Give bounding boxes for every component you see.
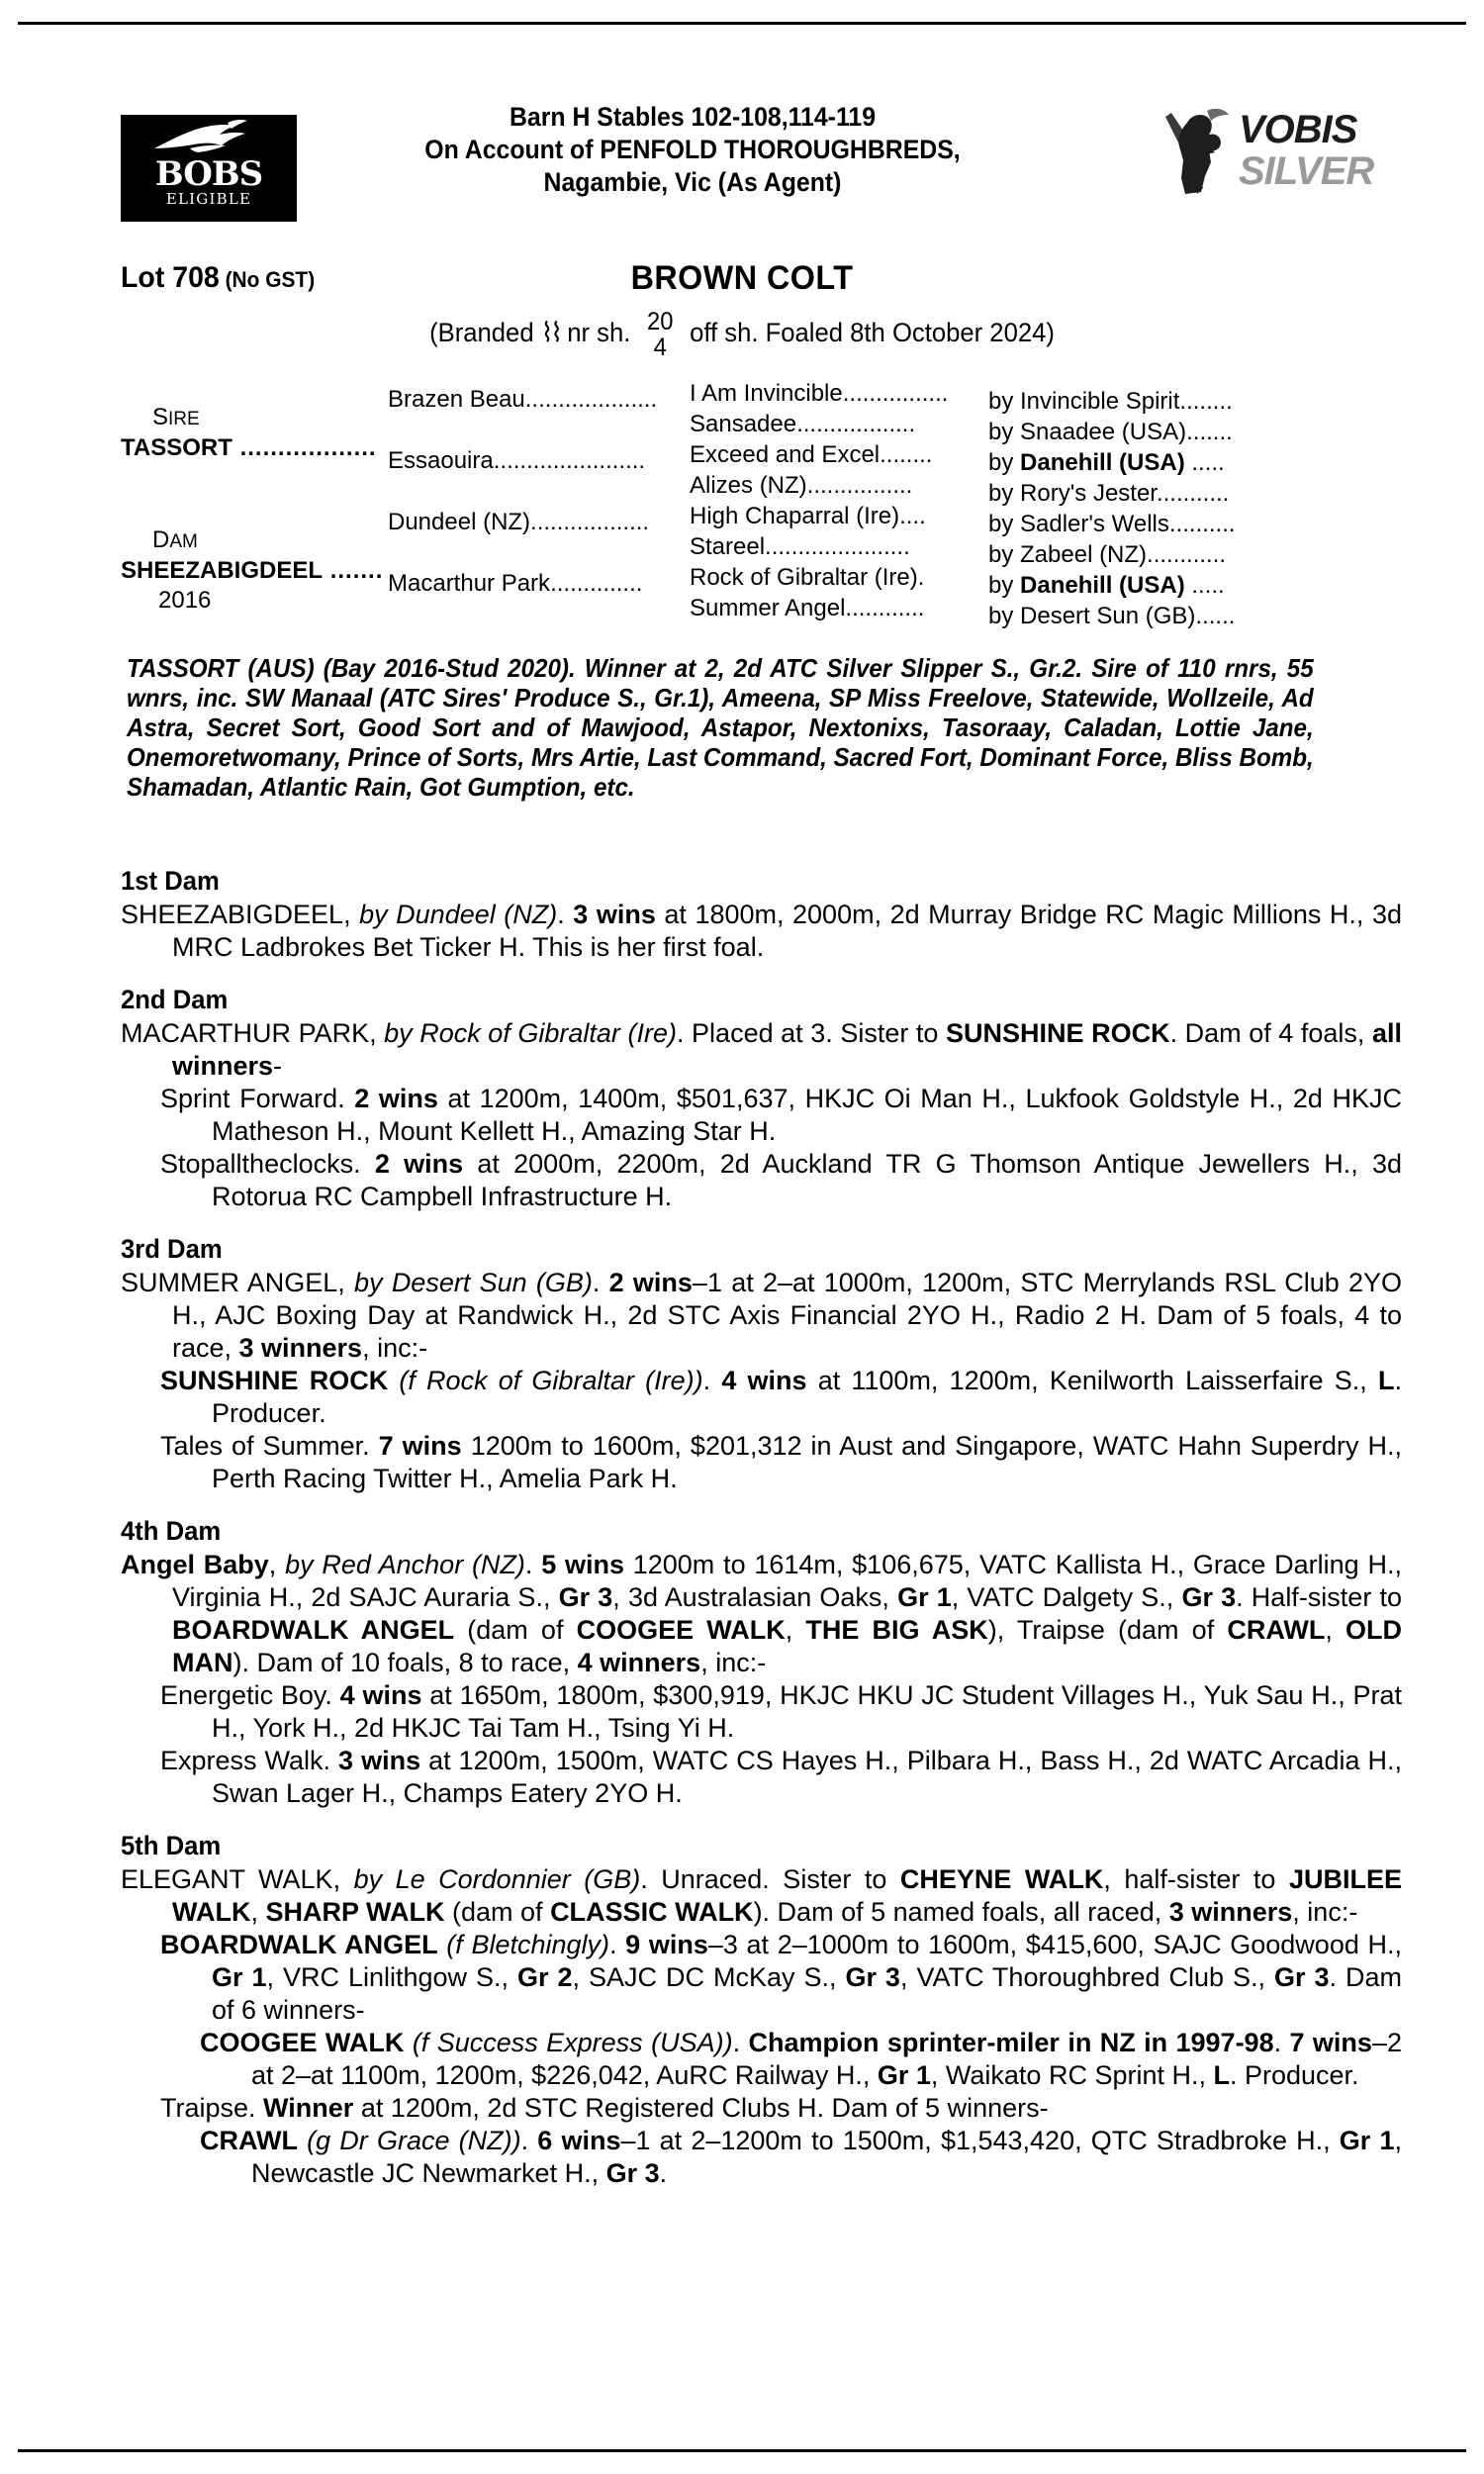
page-header [0,87,1484,245]
text-run: (dam of [444,1897,551,1927]
pedigree-gen3-column [690,378,1397,630]
emphasis-italic: by Red Anchor (NZ) [285,1550,525,1579]
jockey-horse-icon [1158,103,1235,198]
text-run [438,1930,447,1959]
dam-entry [121,2027,1402,2092]
text-run: . Unraced. Sister to [640,1864,900,1894]
dam-name [121,556,388,586]
text-run: ). Dam of 10 foals, 8 to race, [232,1648,578,1677]
emphasis-bold: CRAWL [1227,1615,1326,1645]
text-run: , inc:- [700,1648,767,1677]
text-run: , VRC Linlithgow S., [266,1962,518,1992]
emphasis-bold: 2 wins [354,1084,438,1113]
bobs-eligible-logo [121,115,297,222]
dam-entry [121,1365,1402,1430]
vobis-silver-logo [1158,101,1425,200]
dam-heading: 1st Dam [121,866,220,896]
brand-denominator: 4 [653,333,667,361]
emphasis-bold: JUBILEE WALK [172,1864,1402,1927]
emphasis-bold: BOARDWALK ANGEL [160,1930,438,1959]
gen2-dots: .................. [530,509,650,535]
emphasis-bold: SUNSHINE ROCK [160,1366,389,1395]
text-run: , Newcastle JC Newmarket H., [251,2126,1402,2188]
text-run: , inc:- [1292,1897,1358,1927]
pedigree-gen2-3 [388,509,649,536]
emphasis-bold: 2 wins [374,1149,464,1179]
lot-line [0,259,1484,303]
emphasis-italic: (f Rock of Gibraltar (Ire)) [399,1366,703,1395]
dam-label: DAM [152,526,198,553]
sire-block [121,404,388,463]
dam-entry [121,1549,1402,1679]
gen3-sireline: by Sadler's Wells.......... [988,511,1236,537]
text-run: at 2000m, 2200m, 2d Auckland TR G Thomson Antique Jewellers H., 3d Rotorua RC Campbell Infrastructure H. [212,1149,1403,1211]
text-run: at 1100m, 1200m, Kenilworth Laisserfaire S., [806,1366,1378,1395]
gen2-dots: .............. [550,570,643,597]
emphasis-bold: 3 wins [573,900,656,929]
text-run: , 3d Australasian Oaks, [612,1582,898,1612]
emphasis-bold: L [1213,2060,1230,2090]
vobis-wordmark [1239,109,1373,192]
sire-name-text: TASSORT [121,434,232,461]
pedigree-gen2-1 [388,386,657,414]
gen2-name: Essaouira [388,447,494,474]
text-run: –1 at 2–1200m to 1500m, $1,543,420, QTC Stradbroke H., [620,2126,1340,2155]
text-run: . [592,1268,609,1297]
text-run: at 1200m, 2d STC Registered Clubs H. Dam of 5 winners- [353,2093,1049,2123]
gen3-name: Sansadee.................. [690,411,916,437]
dam-year: 2016 [158,587,212,614]
emphasis-bold: Gr 1 [1339,2126,1395,2155]
dam-dots: ....... [329,557,384,584]
dam-entry [121,1679,1402,1745]
text-run: –1 at 2–at 1000m, 1200m, STC Merrylands RSL Club 2YO H., AJC Boxing Day at Randwick H., 2d STC Axis Financial 2YO H., Radio 2 H. Dam of 5 foals, 4 to race, [172,1268,1403,1363]
vendor-line-1: Barn H Stables 102-108,114-119 [509,102,877,132]
text-run: , [785,1615,806,1645]
text-run [388,1366,399,1395]
lot-number: Lot 708 [121,261,220,294]
emphasis-bold: Gr 3 [605,2158,660,2188]
emphasis-bold: 4 wins [339,1680,422,1710]
dam-heading: 3rd Dam [121,1234,223,1264]
text-run: . [659,2158,668,2188]
vobis-word-top: VOBIS [1239,108,1357,151]
pedigree-gen3-8 [690,593,1397,631]
text-run: . Producer. [1229,2060,1359,2090]
emphasis-bold: CRAWL [200,2126,298,2155]
gen2-name: Dundeel (NZ) [388,509,531,535]
pedigree-gen2-column [388,378,685,630]
emphasis-bold: 3 wins [338,1746,421,1775]
text-run: , VATC Dalgety S., [951,1582,1182,1612]
text-run: (dam of [454,1615,577,1645]
emphasis-bold: Gr 3 [1274,1962,1330,1992]
emphasis-bold: 4 wins [721,1366,807,1395]
dam-entry [121,1148,1402,1213]
emphasis-bold: Champion sprinter-miler in NZ in 1997-98 [748,2028,1274,2057]
brand-line [38,309,1447,360]
text-run: . Half-sister to [1236,1582,1402,1612]
text-run: at 1800m, 2000m, 2d Murray Bridge RC Magic Millions H., 3d MRC Ladbrokes Bet Ticker H. This is her first foal. [172,900,1402,962]
gen2-name: Brazen Beau [388,386,525,413]
emphasis-bold: Angel Baby [121,1550,269,1579]
text-run: 1200m to 1600m, $201,312 in Aust and Singapore, WATC Hahn Superdry H., Perth Racing Twitter H., Amelia Park H. [212,1431,1402,1493]
text-run: . [524,1550,542,1579]
text-run: Energetic Boy. [160,1680,340,1710]
emphasis-bold: L [1378,1366,1395,1395]
pedigree-gen1-column [121,378,388,630]
gen3-name: Rock of Gibraltar (Ire). [690,564,925,591]
emphasis-italic: by Le Cordonnier (GB) [353,1864,641,1894]
brand-mark-icon: ⌇⌇ [540,318,561,349]
pedigree-gen2-4 [388,570,642,598]
gen3-sireline: by Desert Sun (GB)...... [988,603,1236,629]
gen3-sireline: by Zabeel (NZ)............ [988,541,1227,568]
dam-entry [121,1863,1402,1929]
sire-label: SIRE [152,404,200,430]
pedigree-narrative [121,863,1402,2190]
text-run: Tales of Summer. [160,1431,379,1461]
bottom-rule [18,2449,1466,2452]
text-run: . [609,1930,626,1959]
emphasis-bold: BOARDWALK ANGEL [172,1615,455,1645]
gen3-name: I Am Invincible................ [690,380,949,407]
dam-entry [121,1745,1402,1810]
text-run: , VATC Thoroughbred Club S., [899,1962,1275,1992]
text-run: –2 at 2–at 1100m, 1200m, $226,042, AuRC Railway H., [251,2028,1402,2090]
text-run: at 1200m, 1500m, WATC CS Hayes H., Pilbara H., Bass H., 2d WATC Arcadia H., Swan Lager H., Champs Eatery 2YO H. [212,1746,1402,1808]
dam-entry [121,2125,1402,2190]
emphasis-bold: 9 wins [625,1930,708,1959]
gen3-sireline: by Rory's Jester........... [988,480,1230,507]
emphasis-bold: 3 winners [238,1333,363,1363]
bobs-wordmark: BOBS [154,154,263,194]
brand-fraction [647,310,673,361]
vendor-line-3: Nagambie, Vic (As Agent) [543,167,842,197]
dam-heading: 4th Dam [121,1516,222,1546]
emphasis-bold: 4 winners [577,1648,701,1677]
emphasis-bold: THE BIG ASK [805,1615,988,1645]
brand-near-shoulder: nr sh. [567,318,631,348]
text-run: , [250,1897,266,1927]
emphasis-bold: OLD MAN [172,1615,1402,1677]
brand-numerator: 20 [647,308,674,335]
gen3-name: Alizes (NZ)................ [690,472,913,499]
pedigree-table [121,378,1397,630]
emphasis-bold: 6 wins [537,2126,621,2155]
text-run: at 1200m, 1400m, $501,637, HKJC Oi Man H., Lukfook Goldstyle H., 2d HKJC Matheson H., Mount Kellett H., Amazing Star H. [212,1084,1403,1146]
dam-entry [121,1929,1402,2027]
gen3-name: High Chaparral (Ire).... [690,503,926,529]
text-run: . Placed at 3. Sister to [676,1018,946,1048]
gen2-dots: .................... [524,386,658,413]
text-run: ). Dam of 5 named foals, all raced, [753,1897,1169,1927]
emphasis-italic: (g Dr Grace (NZ)) [307,2126,521,2155]
emphasis-bold: COOGEE WALK [200,2028,405,2057]
text-run: . [520,2126,538,2155]
emphasis-bold: 5 wins [541,1550,624,1579]
gen3-name: Summer Angel............ [690,595,925,621]
dam-entry [121,2092,1402,2125]
text-run [298,2126,307,2155]
emphasis-bold: 2 wins [608,1268,693,1297]
text-run: . Dam of 6 winners- [212,1962,1403,2025]
horse-head-icon [144,119,273,158]
bobs-eligible-subtext: ELIGIBLE [165,190,252,208]
text-run: , [268,1550,286,1579]
text-run: MACARTHUR PARK, [121,1018,385,1048]
vendor-info [328,101,1057,199]
brand-suffix: off sh. Foaled 8th October 2024) [690,318,1055,348]
emphasis-bold: Gr 2 [517,1962,573,1992]
text-run [404,2028,412,2057]
emphasis-italic: (f Success Express (USA)) [412,2028,733,2057]
emphasis-bold: 7 wins [1289,2028,1372,2057]
emphasis-bold: CHEYNE WALK [899,1864,1104,1894]
gen2-name: Macarthur Park [388,570,551,597]
emphasis-bold: Gr 1 [877,2060,931,2090]
gen3-sireline: by Danehill (USA) ..... [988,449,1225,476]
dam-name-text: SHEEZABIGDEEL [121,557,324,584]
sire-name [121,433,388,463]
text-run: 1200m to 1614m, $106,675, VATC Kallista H., Grace Darling H., Virginia H., 2d SAJC Auraria S., [172,1550,1402,1612]
text-run: , half-sister to [1103,1864,1289,1894]
emphasis-italic: by Rock of Gibraltar (Ire) [384,1018,677,1048]
emphasis-bold: COOGEE WALK [576,1615,786,1645]
gen2-dots: ....................... [493,447,646,474]
dam-entry [121,1083,1402,1148]
dam-block [121,526,388,616]
text-run: . [732,2028,749,2057]
gst-note: (No GST) [225,267,316,292]
emphasis-bold: Gr 1 [212,1962,267,1992]
gen3-sireline: by Snaadee (USA)....... [988,419,1233,445]
text-run: –3 at 2–1000m to 1600m, $415,600, SAJC Goodwood H., [707,1930,1402,1959]
gen3-name: Stareel...................... [690,533,910,560]
dam-entry [121,1267,1402,1365]
emphasis-bold: SUNSHINE ROCK [945,1018,1170,1048]
text-run: SUMMER ANGEL, [121,1268,355,1297]
gen3-sireline: by Invincible Spirit........ [988,388,1233,415]
vendor-line-2: On Account of PENFOLD THOROUGHBREDS, [424,135,961,164]
text-run: - [273,1051,283,1081]
dam-heading: 2nd Dam [121,985,229,1014]
text-run: Express Walk. [160,1746,339,1775]
pedigree-gen2-2 [388,447,645,475]
emphasis-bold: Gr 3 [1181,1582,1237,1612]
text-run: ), Traipse (dam of [987,1615,1228,1645]
emphasis-bold: Gr 1 [897,1582,952,1612]
vobis-word-bottom: SILVER [1239,149,1374,193]
emphasis-italic: by Dundeel (NZ) [359,900,558,929]
text-run: , [1325,1615,1345,1645]
sire-description: TASSORT (AUS) (Bay 2016-Stud 2020). Winner at 2, 2d ATC Silver Slipper S., Gr.2. Sire of 110 rnrs, 55 wnrs, inc. SW Manaal (ATC Sires' Produce S., Gr.1), Ameena, SP Miss Freelove, Statewide, Wollzeile, Ad Astra, Secret Sort, Good Sort and of Mawjood, Astapor, Nextonixs, Tasoraay, Caladan, Lottie Jane, Onemoretwomany, Prince of Sorts, Mrs Artie, Last Command, Sacred Fort, Dominant Force, Bliss Bomb, Shamadan, Atlantic Rain, Got Gumption, etc. [127,653,1314,802]
brand-prefix: (Branded [429,318,534,348]
emphasis-bold: 3 winners [1168,1897,1293,1927]
dam-entry [121,899,1402,964]
text-run: . [557,900,574,929]
gen3-sireline: by Danehill (USA) ..... [988,572,1225,599]
gen3-name: Exceed and Excel........ [690,441,933,468]
dam-heading: 5th Dam [121,1831,222,1860]
emphasis-bold: CLASSIC WALK [550,1897,754,1927]
text-run: , SAJC DC McKay S., [572,1962,846,1992]
text-run: Traipse. [160,2093,264,2123]
text-run: SHEEZABIGDEEL, [121,900,360,929]
text-run: , Waikato RC Sprint H., [930,2060,1214,2090]
text-run: . Producer. [212,1366,1403,1428]
emphasis-bold: 7 wins [378,1431,462,1461]
emphasis-bold: Gr 3 [845,1962,900,1992]
text-run: at 1650m, 1800m, $300,919, HKJC HKU JC Student Villages H., Yuk Sau H., Prat H., York H., 2d HKJC Tai Tam H., Tsing Yi H. [212,1680,1403,1743]
emphasis-bold: Winner [263,2093,354,2123]
text-run: . Dam of 4 foals, [1169,1018,1372,1048]
text-run: . [702,1366,722,1395]
top-rule [18,22,1466,25]
page-title: BROWN COLT [630,259,854,297]
dam-entry [121,1017,1402,1083]
sire-dots: .................. [239,434,377,461]
emphasis-italic: (f Bletchingly) [446,1930,610,1959]
emphasis-italic: by Desert Sun (GB) [354,1268,593,1297]
emphasis-bold: Gr 3 [558,1582,613,1612]
emphasis-bold: all winners [172,1018,1402,1081]
emphasis-bold: SHARP WALK [265,1897,445,1927]
text-run: . [1273,2028,1290,2057]
text-run: ELEGANT WALK, [121,1864,354,1894]
text-run: Sprint Forward. [160,1084,355,1113]
text-run: Stopalltheclocks. [160,1149,375,1179]
dam-entry [121,1430,1402,1495]
text-run: , inc:- [362,1333,428,1363]
